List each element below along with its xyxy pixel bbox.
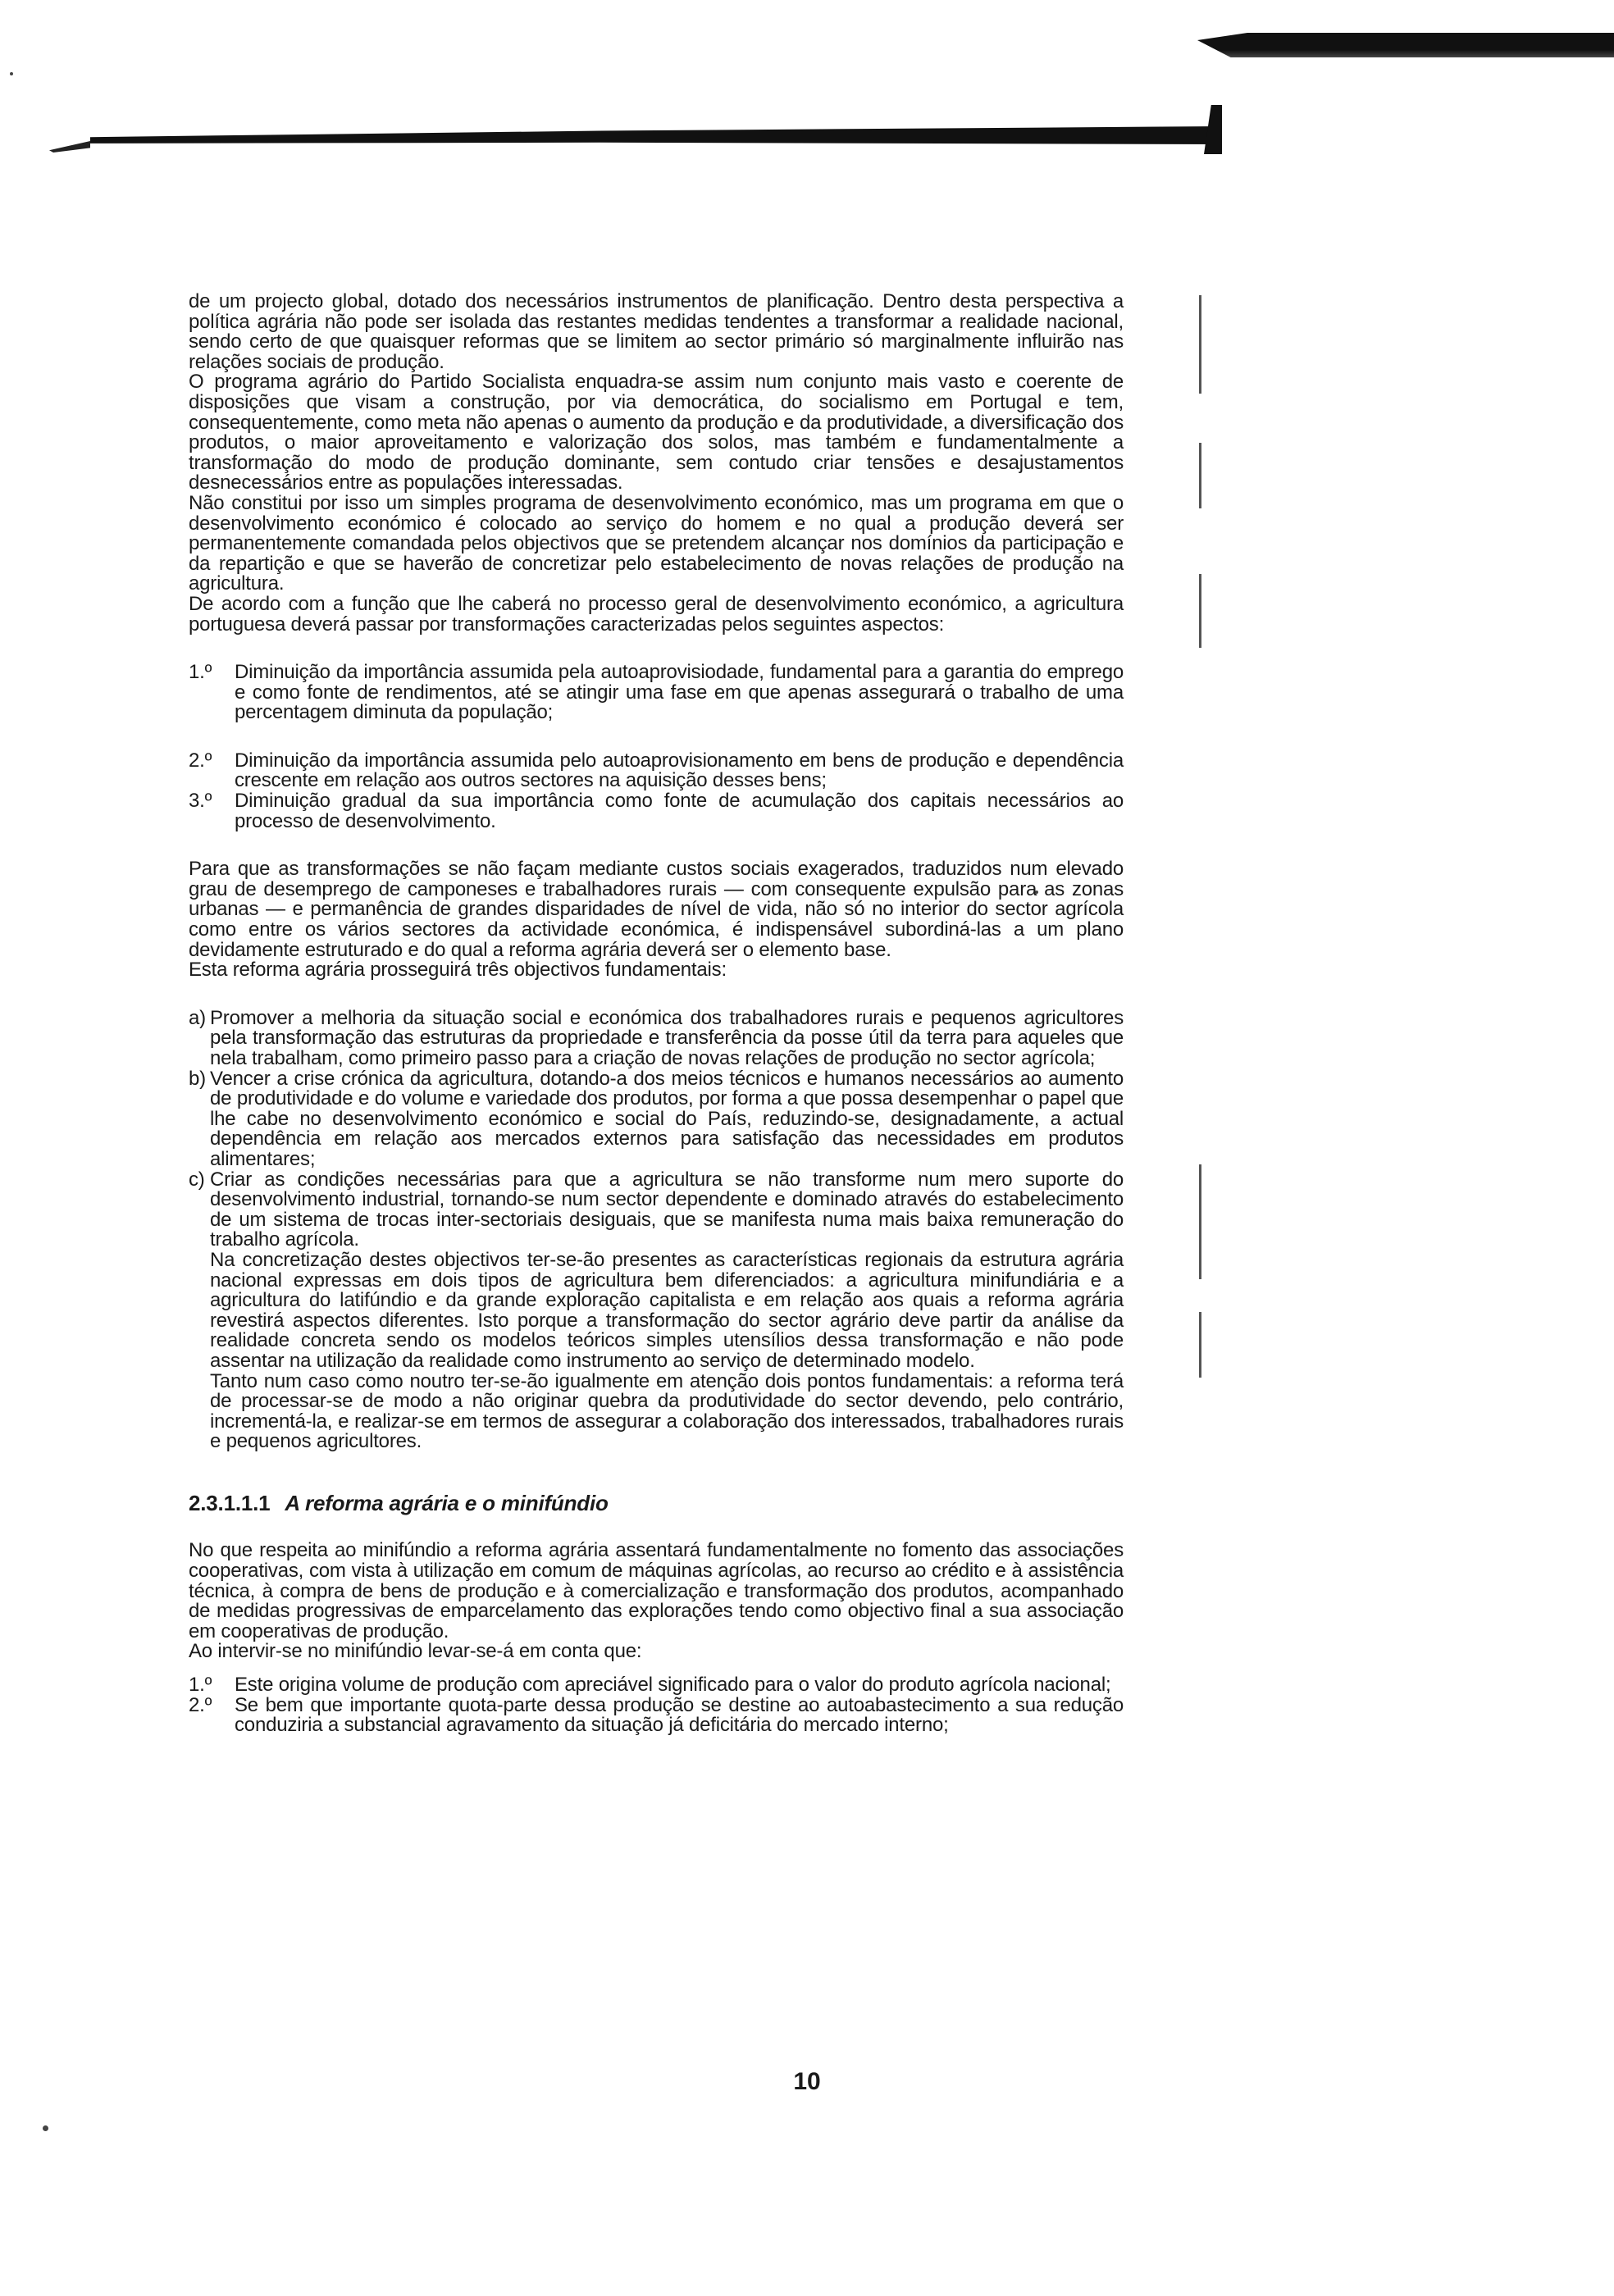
list-item bbox=[189, 1069, 1124, 1170]
list-number: 1.º bbox=[189, 661, 212, 684]
list-item bbox=[189, 1675, 1124, 1696]
list-letter: b) bbox=[189, 1067, 206, 1090]
paragraph: Não constitui por isso um simples programa de desenvolvimento económico, mas um programa em que o desenvolvimento económico é colocado ao serviço do homem e no qual a produção deverá ser permanentemente comandada pelos objectivos que se pretendem alcançar nos domínios da participação e da repartição e que se haverão de concretizar pelo estabelecimento de novas relações de produção na agricultura. bbox=[189, 491, 1124, 595]
list-letter: a) bbox=[189, 1006, 206, 1029]
list-letter: c) bbox=[189, 1168, 205, 1191]
paragraph: de um projecto global, dotado dos necessários instrumentos de planificação. Dentro desta perspectiva a política agrária não pode ser isolada das restantes medidas tendentes a transformar a realidade nacional, sendo certo de que quaisquer reformas que se limitem ao sector primário só marginalmente influirão nas relações sociais de produção. bbox=[189, 290, 1124, 373]
paragraph: O programa agrário do Partido Socialista enquadra-se assim num conjunto mais vasto e coerente de disposições que visam a construção, por via democrática, do socialismo em Portugal e tem, consequentemente, como meta não apenas o aumento da produção e da produtividade, a diversificação dos produtos, o maior aproveitamento e valorização dos solos, mas também e fundamentalmente a transformação do modo de produção dominante, sem contudo criar tensões e desajustamentos desnecessários entre as populações interessadas. bbox=[189, 371, 1124, 494]
list-text: Se bem que importante quota-parte dessa produção se destine ao autoabastecimento a sua redução conduziria a substancial agravamento da situação já deficitária do mercado interno; bbox=[235, 1693, 1124, 1737]
scan-margin-line bbox=[1199, 295, 1201, 394]
list-number: 2.º bbox=[189, 1693, 212, 1716]
list-item bbox=[189, 1693, 1124, 1737]
list-item bbox=[189, 1006, 1124, 1069]
document-body bbox=[189, 292, 1124, 1736]
scan-edge-shadow-left bbox=[49, 141, 90, 153]
list-item bbox=[189, 663, 1124, 723]
scan-margin-line bbox=[1199, 1164, 1201, 1279]
scan-margin-line bbox=[1199, 1312, 1201, 1378]
list-text: Diminuição gradual da sua importância como fonte de acumulação dos capitais necessários ao processo de desenvolvimento. bbox=[235, 790, 1124, 832]
list-item bbox=[189, 1170, 1124, 1250]
paragraph: Ao intervir-se no minifúndio levar-se-á em conta que: bbox=[189, 1640, 642, 1663]
paragraph: Tanto num caso como noutro ter-se-ão igualmente em atenção dois pontos fundamentais: a reforma terá de processar-se de modo a não originar quebra da produtividade do sector devendo, pelo contrário, incrementá-la, e realizar-se em termos de assegurar a colaboração dos interessados, trabalhadores rurais e pequenos agricultores. bbox=[210, 1369, 1124, 1453]
section-heading bbox=[189, 1490, 1124, 1515]
paragraph: No que respeita ao minifúndio a reforma agrária assentará fundamentalmente no fomento das associações cooperativas, com vista à utilização em comum de máquinas agrícolas, ao recurso ao crédito e à assistência técnica, à compra de bens de produção e à comercialização e transformação dos produtos, acompanhado de medidas progressivas de emparcelamento das explorações tendo como objectivo final a sua associação em cooperativas de produção. bbox=[189, 1539, 1124, 1642]
list-text: Diminuição da importância assumida pela autoaprovisiodade, fundamental para a garantia do emprego e como fonte de rendimentos, até se atingir uma fase em que apenas assegurará o trabalho de uma percentagem diminuta da população; bbox=[235, 661, 1124, 724]
list-text: Este origina volume de produção com apreciável significado para o valor do produto agrícola nacional; bbox=[235, 1674, 1111, 1697]
scan-margin-line bbox=[1199, 574, 1201, 648]
list-item bbox=[189, 751, 1124, 791]
scan-speck bbox=[43, 2125, 48, 2131]
list-text: Vencer a crise crónica da agricultura, dotando-a dos meios técnicos e humanos necessários ao aumento de produtividade e do volume e variedade dos produtos, por forma a que possa desempenhar o papel que lhe cabe no desenvolvimento económico e social do País, reduzindo-se, designadamente, a actual dependência em relação aos mercados externos para satisfação das necessidades em produtos alimentares; bbox=[210, 1067, 1124, 1170]
scan-margin-line bbox=[1199, 443, 1201, 508]
paragraph: De acordo com a função que lhe caberá no processo geral de desenvolvimento económico, a agricultura portuguesa deverá passar por transformações caracterizadas pelos seguintes aspectos: bbox=[189, 592, 1124, 636]
list-text: Criar as condições necessárias para que a agricultura se não transforme num mero suporte do desenvolvimento industrial, tornando-se num sector dependente e dominado através do estabelecimento de um sistema de trocas inter-sectoriais desiguais, que se manifesta numa mais baixa remuneração do trabalho agrícola. bbox=[210, 1168, 1124, 1251]
paragraph: Esta reforma agrária prosseguirá três objectivos fundamentais: bbox=[189, 959, 727, 982]
page-number: 10 bbox=[793, 2068, 821, 2095]
paragraph: Na concretização destes objectivos ter-se-ão presentes as características regionais da estrutura agrária nacional expressas em dois tipos de agricultura bem diferenciados: a agricultura minifundiária e a agricultura do latifúndio e da grande exploração capitalista e em relação aos quais a reforma agrária revestirá aspectos diferentes. Isto porque a transformação do sector agrário deve partir da análise da realidade concreta sendo os modelos teóricos simples utensílios dessa transformação e não pode assentar na utilização da realidade como instrumento ao serviço de determinado modelo. bbox=[210, 1248, 1124, 1372]
scan-edge-shadow bbox=[90, 126, 1222, 144]
list-number: 3.º bbox=[189, 790, 212, 813]
scan-speck bbox=[10, 72, 13, 75]
indented-block bbox=[210, 1250, 1124, 1452]
list-item bbox=[189, 791, 1124, 831]
section-title: A reforma agrária e o minifúndio bbox=[285, 1490, 609, 1515]
list-number: 1.º bbox=[189, 1674, 212, 1697]
paragraph: Para que as transformações se não façam mediante custos sociais exagerados, traduzidos num elevado grau de desemprego de camponeses e trabalhadores rurais — com consequente expulsão para as zonas urbanas — e permanência de grandes disparidades de nível de vida, não só no interior do sector agrícola como entre os vários sectores da actividade económica, é indispensável subordiná-las a um plano devidamente estruturado e do qual a reforma agrária deverá ser o elemento base. bbox=[189, 858, 1124, 961]
section-number: 2.3.1.1.1 bbox=[189, 1490, 271, 1515]
list-text: Diminuição da importância assumida pelo autoaprovisionamento em bens de produção e dependência crescente em relação aos outros sectores na aquisição desses bens; bbox=[235, 749, 1124, 792]
list-text: Promover a melhoria da situação social e económica dos trabalhadores rurais e pequenos agricultores pela transformação das estruturas da propriedade e transferência da posse útil da terra para aqueles que nela trabalham, como primeiro passo para a criação de novas relações de produção no sector agrícola; bbox=[210, 1006, 1124, 1069]
scan-edge-shadow-top bbox=[1197, 33, 1614, 57]
list-number: 2.º bbox=[189, 749, 212, 772]
